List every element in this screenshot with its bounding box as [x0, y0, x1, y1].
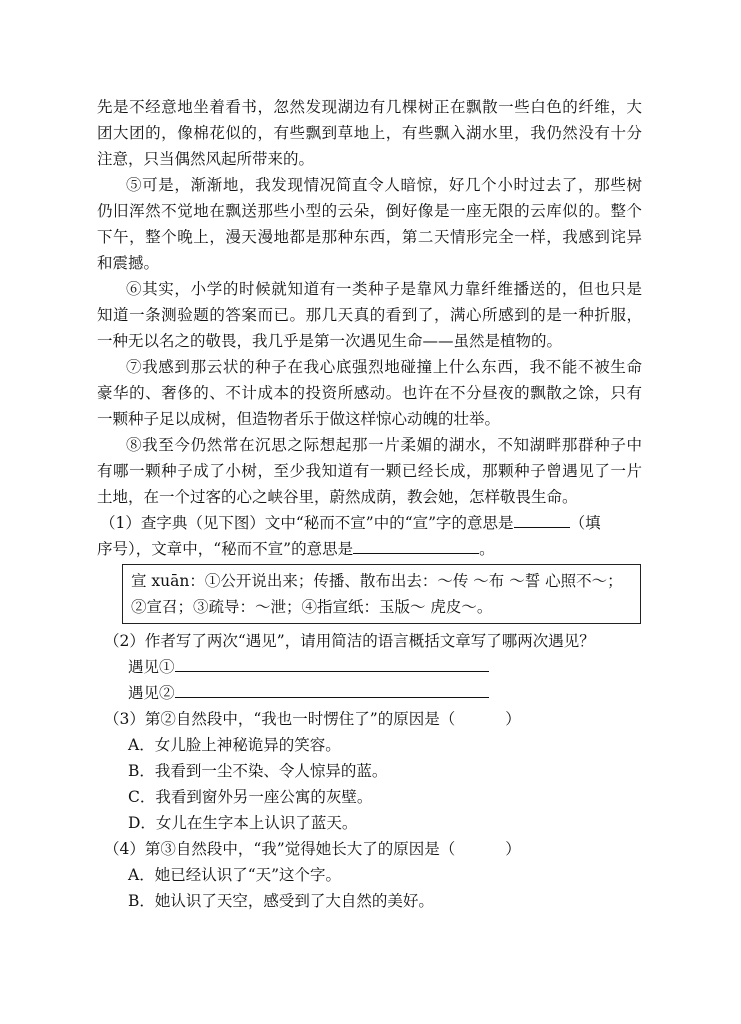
q4-option-b: B．她认识了天空，感受到了大自然的美好。 — [128, 892, 434, 910]
encounter-2-label: 遇见② — [128, 684, 175, 702]
question-1-stem-cont: 序号），文章中，“秘而不宣”的意思是 — [97, 540, 354, 558]
question-1-line-1 — [100, 513, 601, 533]
question-1-fill-note: （填 — [569, 514, 601, 532]
q3-option-a: A．女儿脸上神秘诡异的笑容。 — [128, 736, 341, 754]
paragraph-5-line: 和震撼。 — [97, 254, 160, 272]
passage-line: 注意，只当偶然风起所带来的。 — [97, 150, 315, 168]
answer-blank-1[interactable] — [514, 513, 570, 528]
question-3-stem: （3）第②自然段中，“我也一时愣住了”的原因是（ — [104, 710, 456, 728]
passage-line: 团大团的，像棉花似的，有些飘到草地上，有些飘入湖水里，我仍然没有十分 — [97, 124, 642, 142]
paragraph-8-line: 土地，在一个过客的心之峡谷里，蔚然成荫，教会她，怎样敬畏生命。 — [97, 488, 578, 506]
question-1-end: 。 — [479, 540, 495, 558]
question-2-answer-1 — [128, 657, 489, 677]
paragraph-6-line: ⑥其实，小学的时候就知道有一类种子是靠风力靠纤维播送的，但也只是 — [126, 280, 642, 298]
passage-line: 先是不经意地坐着看书，忽然发现湖边有几棵树正在飘散一些白色的纤维，大 — [97, 98, 642, 116]
question-4-stem: （4）第③自然段中，“我”觉得她长大了的原因是（ — [104, 840, 456, 858]
question-3-stem-line — [104, 709, 521, 729]
question-4-stem-line — [104, 839, 521, 859]
dictionary-line-2: ②宣召；③疏导：～泄；④指宣纸：玉版～ 虎皮～。 — [131, 598, 493, 616]
question-1-stem: （1）查字典（见下图）文中“秘而不宣”中的“宣”字的意思是 — [100, 514, 514, 532]
question-1-line-2 — [97, 539, 495, 559]
paragraph-5-line: 下午，整个晚上，漫天漫地都是那种东西，第二天情形完全一样，我感到诧异 — [97, 228, 642, 246]
question-3-close: ） — [505, 710, 521, 728]
answer-blank-4[interactable] — [175, 683, 489, 698]
paragraph-7-line: 豪华的、奢侈的、不计成本的投资所感动。也许在不分昼夜的飘散之馀，只有 — [97, 384, 642, 402]
paragraph-6-line: 一种无以名之的敬畏，我几乎是第一次遇见生命——虽然是植物的。 — [97, 332, 563, 350]
dictionary-entry-box — [122, 564, 641, 624]
q3-option-d: D．女儿在生字本上认识了蓝天。 — [128, 814, 358, 832]
answer-blank-3[interactable] — [175, 657, 489, 672]
paragraph-8-line: ⑧我至今仍然常在沉思之际想起那一片柔媚的湖水，不知湖畔那群种子中 — [126, 436, 642, 454]
q3-option-c: C．我看到窗外另一座公寓的灰壁。 — [128, 788, 373, 806]
question-2-answer-2 — [128, 683, 489, 703]
paragraph-8-line: 有哪一颗种子成了小树，至少我知道有一颗已经长成，那颗种子曾遇见了一片 — [97, 462, 642, 480]
q4-option-a: A．她已经认识了“天”这个字。 — [128, 866, 342, 884]
paragraph-5-line: 仍旧浑然不觉地在飘送那些小型的云朵，倒好像是一座无限的云库似的。整个 — [97, 202, 642, 220]
q3-option-b: B．我看到一尘不染、令人惊异的蓝。 — [128, 762, 388, 780]
encounter-1-label: 遇见① — [128, 658, 175, 676]
paragraph-5-line: ⑤可是，渐渐地，我发现情况简直令人暗惊，好几个小时过去了，那些树 — [126, 176, 642, 194]
question-2-stem: （2）作者写了两次“遇见”，请用简洁的语言概括文章写了哪两次遇见？ — [104, 632, 595, 650]
paragraph-6-line: 知道一条测验题的答案而已。那几天真的看到了，满心所感到的是一种折服， — [97, 306, 642, 324]
question-4-close: ） — [505, 840, 521, 858]
dictionary-line-1: 宣 xuān：①公开说出来；传播、散布出去：～传 ～布 ～誓 心照不～； — [131, 572, 623, 590]
answer-blank-2[interactable] — [353, 539, 479, 554]
paragraph-7-line: 一颗种子足以成树，但造物者乐于做这样惊心动魄的壮举。 — [97, 410, 501, 428]
paragraph-7-line: ⑦我感到那云状的种子在我心底强烈地碰撞上什么东西，我不能不被生命 — [126, 358, 642, 376]
